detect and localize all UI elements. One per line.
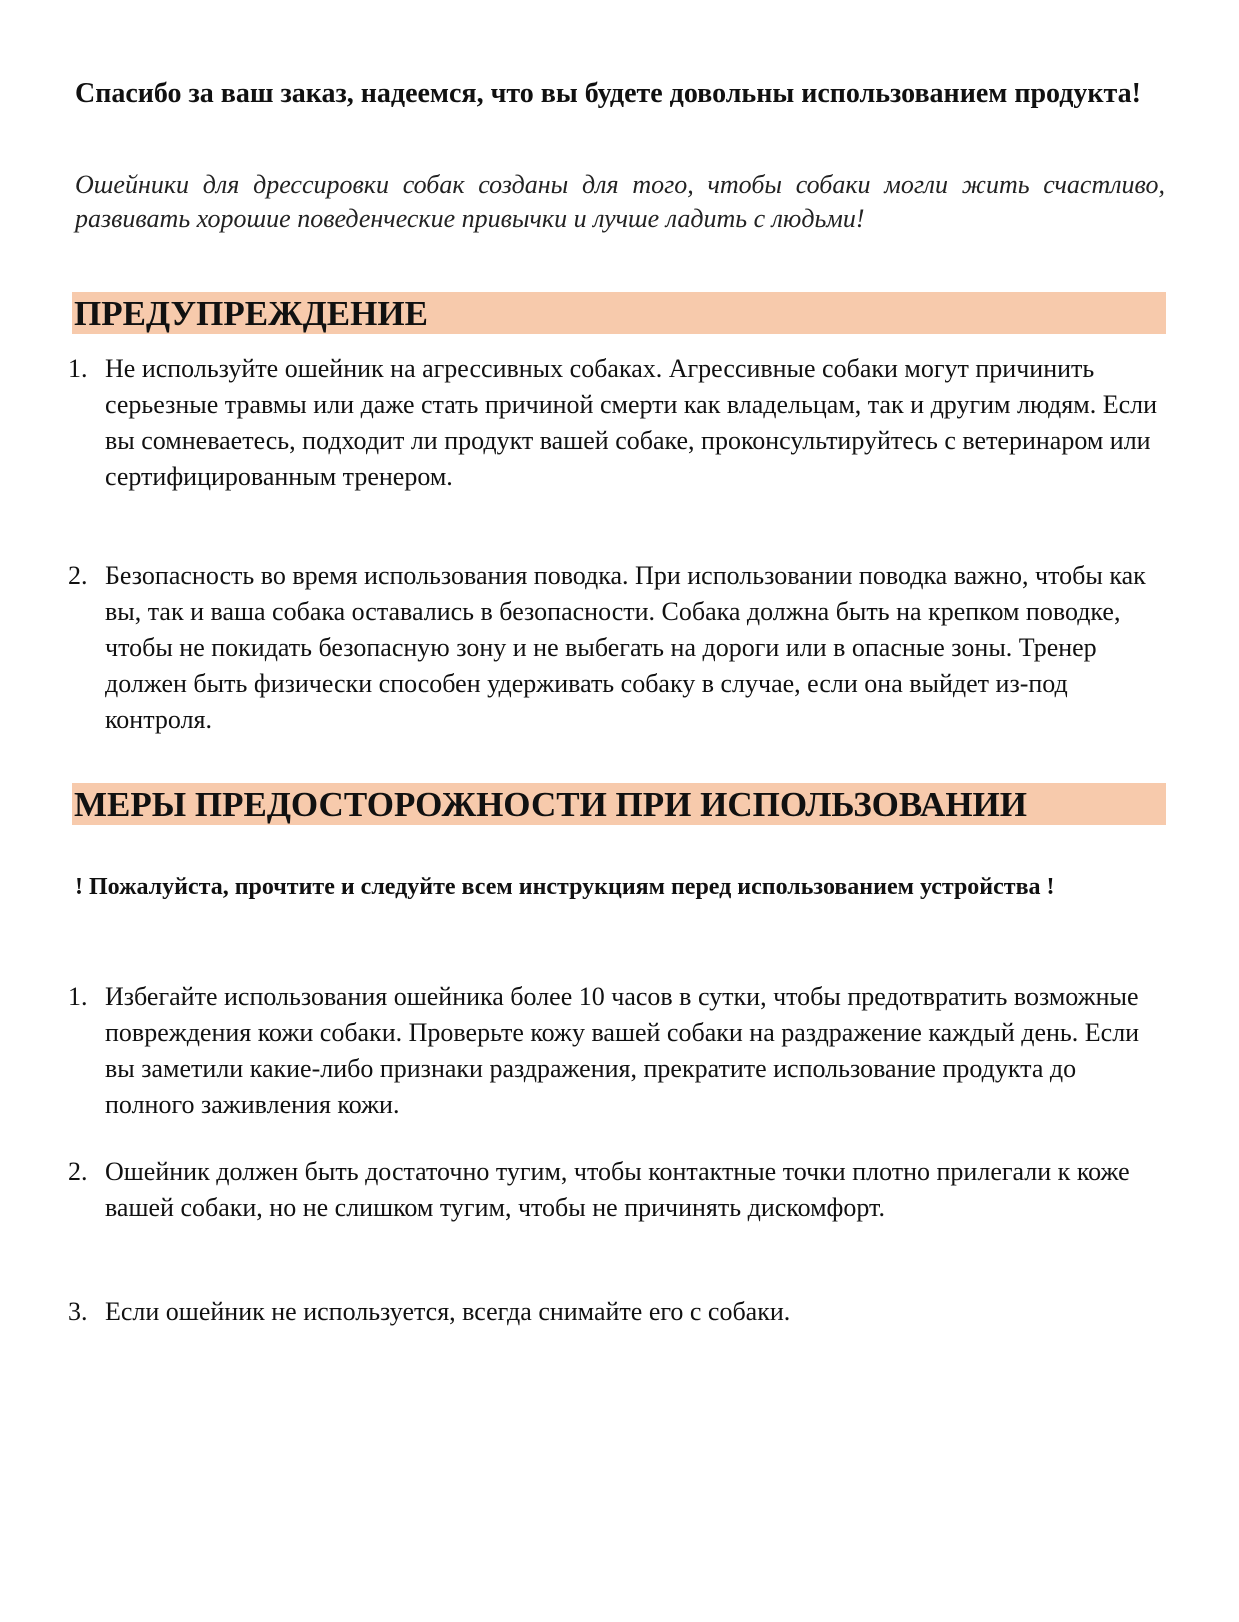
intro-title: Спасибо за ваш заказ, надеемся, что вы будете довольны использованием продукта! — [75, 78, 1141, 109]
list-number: 2. — [68, 1157, 88, 1186]
list-item-text: Если ошейник не используется, всегда снимайте его с собаки. — [105, 1297, 791, 1326]
list-item-text: Избегайте использования ошейника более 10 часов в сутки, чтобы предотвратить возможные повреждения кожи собаки. Проверьте кожу вашей собаки на раздражение каждый день. Если вы заметили какие-либо признаки раздражения, прекратите использование продукта до полного заживления кожи. — [105, 982, 1140, 1119]
read-instructions-notice: ! Пожалуйста, прочтите и следуйте всем инструкциям перед использованием устройства ! — [75, 874, 1055, 900]
list-number: 1. — [68, 354, 88, 383]
list-item-text: Не используйте ошейник на агрессивных собаках. Агрессивные собаки могут причинить серьезные травмы или даже стать причиной смерти как владельцам, так и другим людям. Если вы сомневаетесь, подходит ли продукт вашей собаке, проконсультируйтесь с ветеринаром или сертифицированным тренером. — [105, 354, 1158, 491]
warning-item-2 — [68, 558, 1168, 738]
list-number: 1. — [68, 982, 88, 1011]
list-number: 2. — [68, 561, 88, 590]
intro-subtitle: Ошейники для дрессировки собак созданы для того, чтобы собаки могли жить счастливо, развивать хорошие поведенческие привычки и лучше ладить с людьми! — [75, 170, 1165, 233]
warning-heading: ПРЕДУПРЕЖДЕНИЕ — [72, 292, 1166, 334]
list-item-text: Безопасность во время использования поводка. При использовании поводка важно, чтобы как вы, так и ваша собака оставались в безопасности. Собака должна быть на крепком поводке, чтобы не покидать безопасную зону и не выбегать на дороги или в опасные зоны. Тренер должен быть физически способен удерживать собаку в случае, если она выйдет из-под контроля. — [105, 561, 1146, 734]
precautions-heading: МЕРЫ ПРЕДОСТОРОЖНОСТИ ПРИ ИСПОЛЬЗОВАНИИ — [72, 783, 1166, 825]
precaution-item-1 — [68, 979, 1168, 1123]
list-number: 3. — [68, 1297, 88, 1326]
precaution-item-3 — [68, 1294, 1168, 1330]
list-item-text: Ошейник должен быть достаточно тугим, чтобы контактные точки плотно прилегали к коже вашей собаки, но не слишком тугим, чтобы не причинять дискомфорт. — [105, 1157, 1130, 1222]
warning-item-1 — [68, 351, 1168, 495]
precaution-item-2 — [68, 1154, 1168, 1226]
